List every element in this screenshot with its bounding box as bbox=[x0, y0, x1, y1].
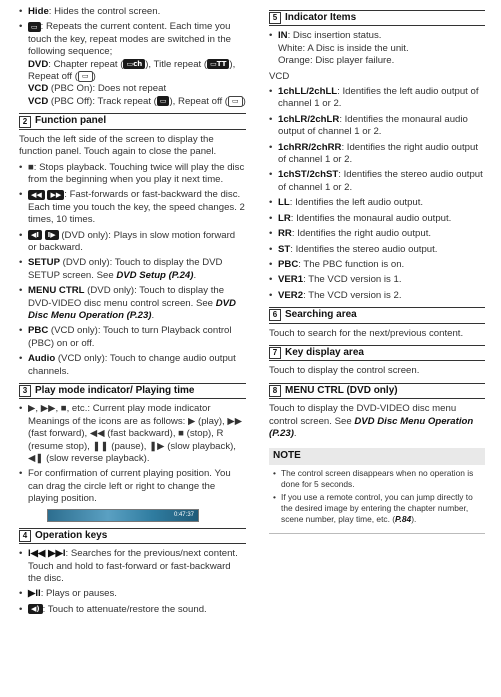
pbc-label: PBC bbox=[28, 325, 49, 337]
in-label: IN bbox=[278, 30, 288, 42]
indicator-item bbox=[269, 290, 485, 302]
section-number: 7 bbox=[269, 347, 281, 359]
indicator-item bbox=[269, 197, 485, 209]
indicator-text: : Identifies the stereo audio output. bbox=[290, 243, 438, 255]
playback-bar-image bbox=[47, 509, 199, 522]
search-item bbox=[19, 548, 246, 585]
menu-ctrl-item bbox=[19, 285, 246, 322]
stop-icon: ■ bbox=[28, 161, 34, 173]
indicator-text: : The VCD version is 1. bbox=[303, 274, 402, 286]
repeat-vcd1-text: (PBC On): Does not repeat bbox=[48, 83, 167, 95]
play-position-text: For confirmation of current playing position. You can drag the circle left or right to change the playing position. bbox=[28, 468, 231, 505]
fast-forward-item bbox=[19, 189, 246, 226]
note-end: ). bbox=[411, 513, 417, 524]
play-position-item bbox=[19, 468, 246, 505]
searching-area-text: Touch to search for the next/previous content. bbox=[269, 327, 464, 339]
setup-ref: DVD Setup (P.24) bbox=[116, 269, 194, 281]
play-pause-text: : Plays or pauses. bbox=[40, 588, 117, 600]
slow-backward-icon: ◀I bbox=[28, 230, 42, 240]
indicator-label: ST bbox=[278, 243, 291, 255]
section-title: Key display area bbox=[285, 346, 364, 358]
indicator-label: VER1 bbox=[278, 274, 304, 286]
search-sub-text: Touch and hold to fast-forward or fast-backward the disc. bbox=[28, 560, 231, 584]
repeat-text: : Repeats the current content. Each time you touch the key, repeat modes are switched in the following sequence; bbox=[28, 21, 232, 58]
note-ref: P.84 bbox=[395, 513, 412, 524]
section-play-mode bbox=[19, 383, 246, 399]
section-number: 6 bbox=[269, 309, 281, 321]
in-item bbox=[269, 30, 485, 67]
note-box bbox=[269, 465, 485, 534]
menu-ctrl-text bbox=[269, 403, 485, 440]
hide-item bbox=[19, 6, 246, 18]
indicator-item bbox=[269, 228, 485, 240]
playback-time: 0:47:37 bbox=[173, 511, 194, 518]
play-mode-text: ▶, ▶▶, ■, etc.: Current play mode indicator Meanings of the icons are as follows: ▶ (play), ▶▶ (fast forward), ◀◀ (fast backward), ■ (stop), R (resume stop), ❚❚ (pause), ❚▶ (slow playback), ◀❚ (slow reverse playback). bbox=[28, 403, 243, 465]
note-text: The control screen disappears when no operation is done for 5 seconds. bbox=[281, 467, 474, 489]
section-key-display-area bbox=[269, 345, 485, 361]
indicator-text: : Identifies the left audio output. bbox=[289, 197, 424, 209]
indicator-label: LR bbox=[278, 212, 291, 224]
hide-label: Hide bbox=[28, 6, 49, 17]
menu-ctrl-ref: DVD Disc Menu Operation (P.23) bbox=[28, 297, 236, 321]
section-title: Operation keys bbox=[35, 529, 108, 541]
setup-label: SETUP bbox=[28, 257, 60, 269]
section-function-panel bbox=[19, 113, 246, 129]
indicator-label: PBC bbox=[278, 258, 299, 270]
indicator-item bbox=[269, 244, 485, 256]
in-text: : Disc insertion status. bbox=[287, 30, 382, 42]
indicator-text: : Identifies the monaural audio output. bbox=[290, 212, 452, 224]
section-menu-ctrl bbox=[269, 383, 485, 399]
menu-ctrl-label: MENU CTRL bbox=[28, 285, 85, 297]
indicator-label: 1chRR/2chRR bbox=[278, 141, 342, 153]
repeat-vcd2-text-c: ) bbox=[242, 95, 246, 107]
repeat-vcd1-label: VCD bbox=[28, 83, 49, 95]
repeat-vcd2-label: VCD bbox=[28, 95, 49, 107]
hide-text: : Hides the control screen. bbox=[48, 6, 161, 17]
section-title: Indicator Items bbox=[285, 12, 357, 23]
stop-item bbox=[19, 162, 246, 187]
section-number: 5 bbox=[269, 12, 281, 24]
play-pause-icon: ▶II bbox=[28, 588, 41, 600]
repeat-dvd-text-b: ), Title repeat ( bbox=[145, 58, 208, 70]
play-pause-item bbox=[19, 588, 246, 600]
repeat-off-icon-2: ▭ bbox=[228, 96, 243, 107]
section-title: Function panel bbox=[35, 115, 107, 127]
menu-ctrl-end: . bbox=[293, 427, 297, 439]
menu-ctrl-ref: DVD Disc Menu Operation (P.23) bbox=[269, 415, 474, 439]
indicator-item bbox=[269, 86, 485, 111]
section-number: 8 bbox=[269, 385, 281, 397]
mute-text: : Touch to attenuate/restore the sound. bbox=[42, 603, 207, 615]
setup-item bbox=[19, 257, 246, 282]
indicator-item bbox=[269, 274, 485, 286]
in-white-text: White: A Disc is inside the unit. bbox=[278, 42, 409, 54]
mute-item bbox=[19, 604, 246, 616]
section-number: 4 bbox=[19, 530, 31, 542]
track-repeat-icon: ▭ bbox=[157, 96, 170, 106]
section-number: 2 bbox=[19, 116, 31, 128]
indicator-list bbox=[269, 86, 485, 302]
previous-next-icon: I◀◀ ▶▶I bbox=[28, 548, 66, 560]
play-mode-item bbox=[19, 403, 246, 465]
indicator-label: LL bbox=[278, 197, 290, 209]
section-number: 3 bbox=[19, 385, 31, 397]
note-item bbox=[273, 468, 481, 490]
repeat-dvd-text-d: ) bbox=[92, 71, 96, 83]
left-column bbox=[19, 6, 246, 619]
indicator-item bbox=[269, 213, 485, 225]
indicator-item bbox=[269, 114, 485, 139]
speaker-icon: ◀) bbox=[28, 604, 43, 614]
indicator-text: : Identifies the monaural audio output of channel 1 or 2. bbox=[278, 113, 468, 138]
fast-forward-icon: ▶▶ bbox=[47, 190, 64, 200]
repeat-dvd-text-c: ), Repeat off ( bbox=[28, 58, 236, 83]
indicator-text: : Identifies the right audio output of channel 1 or 2. bbox=[278, 141, 478, 166]
function-panel-intro: Touch the left side of the screen to display the function panel. Touch again to close the panel. bbox=[19, 133, 217, 158]
section-title: MENU CTRL (DVD only) bbox=[285, 384, 398, 396]
indicator-text: : The VCD version is 2. bbox=[303, 289, 402, 301]
menu-ctrl-desc: Touch to display the DVD-VIDEO disc menu control screen. See bbox=[269, 403, 457, 427]
indicator-label: 1chLR/2chLR bbox=[278, 113, 340, 125]
stop-text: : Stops playback. Touching twice will play the disc from the beginning when you play it next time. bbox=[28, 161, 245, 185]
vcd-heading: VCD bbox=[269, 70, 290, 82]
note-text: If you use a remote control, you can jump directly to the desired image by entering the chapter number, scene number, play time, etc. ( bbox=[281, 491, 473, 524]
key-display-area-text: Touch to display the control screen. bbox=[269, 365, 420, 377]
menu-ctrl-end: . bbox=[151, 310, 155, 321]
indicator-text: : Identifies the left audio output of channel 1 or 2. bbox=[278, 86, 479, 110]
indicator-label: 1chST/2chST bbox=[278, 169, 339, 181]
title-repeat-icon: ▭TT bbox=[207, 59, 229, 69]
section-indicator-items bbox=[269, 10, 485, 26]
section-title: Searching area bbox=[285, 309, 357, 321]
section-title: Play mode indicator/ Playing time bbox=[35, 385, 195, 397]
setup-text: (DVD only): Touch to display the DVD SETUP screen. See bbox=[28, 257, 223, 281]
fast-forward-text: : Fast-forwards or fast-backward the disc. Each time you touch the key, the speed changes. 2 times, 10 times. bbox=[28, 189, 245, 226]
repeat-vcd2-text-b: ), Repeat off ( bbox=[169, 95, 228, 107]
indicator-label: 1chLL/2chLL bbox=[278, 86, 338, 98]
audio-label: Audio bbox=[28, 353, 56, 365]
right-column bbox=[269, 6, 485, 534]
indicator-text: : Identifies the right audio output. bbox=[291, 228, 432, 240]
pbc-text: (VCD only): Touch to turn Playback control (PBC) on or off. bbox=[28, 325, 232, 349]
search-text: : Searches for the previous/next content. bbox=[65, 548, 238, 560]
section-searching-area bbox=[269, 307, 485, 323]
indicator-text: : Identifies the stereo audio output of channel 1 or 2. bbox=[278, 169, 483, 193]
slow-forward-icon: I▶ bbox=[45, 230, 59, 240]
repeat-dvd-text-a: : Chapter repeat ( bbox=[48, 58, 124, 70]
indicator-label: RR bbox=[278, 228, 292, 240]
indicator-label: VER2 bbox=[278, 289, 304, 301]
chapter-repeat-icon: ▭ch bbox=[123, 59, 145, 69]
fast-backward-icon: ◀◀ bbox=[28, 190, 45, 200]
audio-item bbox=[19, 353, 246, 378]
indicator-text: : The PBC function is on. bbox=[298, 258, 405, 270]
slow-motion-item bbox=[19, 230, 246, 255]
slow-motion-text: (DVD only): Plays in slow motion forward or backward. bbox=[28, 229, 236, 253]
repeat-item bbox=[19, 21, 246, 108]
note-item bbox=[273, 492, 481, 525]
repeat-dvd-label: DVD bbox=[28, 58, 49, 70]
indicator-item bbox=[269, 259, 485, 271]
pbc-item bbox=[19, 325, 246, 350]
repeat-icon bbox=[28, 22, 41, 32]
note-title: NOTE bbox=[269, 448, 485, 464]
menu-ctrl-text: (DVD only): Touch to display the DVD-VIDEO disc menu control screen. See bbox=[28, 285, 225, 309]
audio-text: (VCD only): Touch to change audio output channels. bbox=[28, 353, 236, 377]
section-operation-keys bbox=[19, 528, 246, 544]
indicator-item bbox=[269, 169, 485, 194]
repeat-vcd2-text-a: (PBC Off): Track repeat ( bbox=[48, 95, 157, 107]
in-orange-text: Orange: Disc player failure. bbox=[278, 55, 395, 67]
setup-end: . bbox=[193, 269, 197, 281]
repeat-off-icon: ▭ bbox=[78, 71, 93, 82]
indicator-item bbox=[269, 142, 485, 167]
